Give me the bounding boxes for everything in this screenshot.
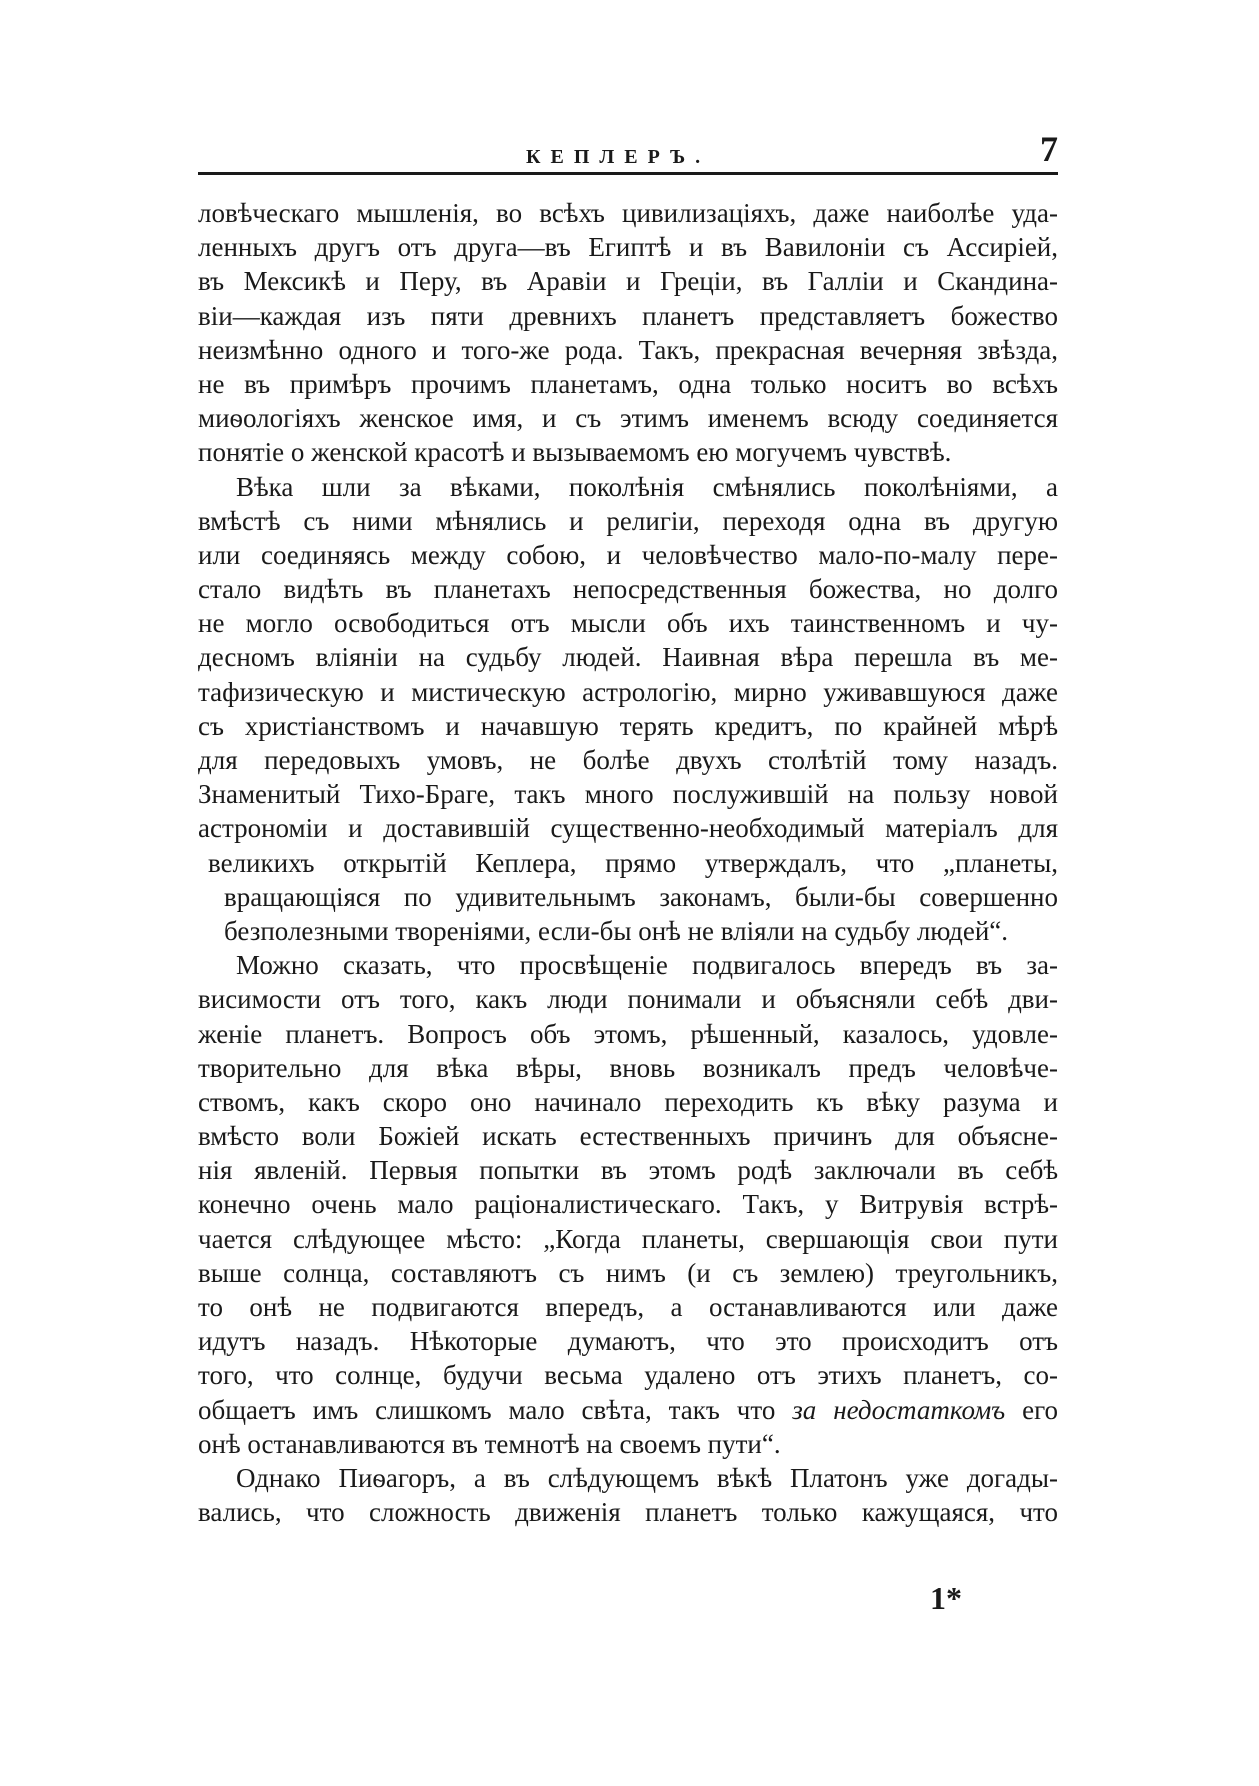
body-text xyxy=(198,196,1058,1529)
text-line: въ Мексикѣ и Перу, въ Аравіи и Греціи, въ Галліи и Скандина- xyxy=(198,266,1058,297)
text-line: творительно для вѣка вѣры, вновь возникалъ предъ человѣче- xyxy=(198,1052,1058,1083)
text-line: не могло освободиться отъ мысли объ ихъ таинственномъ и чу- xyxy=(198,608,1058,639)
text-line: астрономіи и доставившій существенно-необходимый матеріалъ для xyxy=(198,813,1058,844)
text-line: то онѣ не подвигаются впередъ, а останавливаются или даже xyxy=(198,1292,1058,1322)
text-line: того, что солнце, будучи весьма удалено отъ этихъ планетъ, со- xyxy=(198,1360,1058,1391)
signature-mark: 1* xyxy=(930,1580,962,1616)
text-line: вались, что сложность движенія планетъ только кажущаяся, что xyxy=(198,1497,1058,1528)
text-line: онѣ останавливаются въ темнотѣ на своемъ пути“. xyxy=(198,1428,781,1459)
text-line: великихъ открытій Кеплера, прямо утверждалъ, что „планеты, xyxy=(208,847,1058,878)
text-line: вмѣсто воли Божіей искать естественныхъ причинъ для объясне- xyxy=(198,1121,1058,1152)
text-line: десномъ вліяніи на судьбу людей. Наивная вѣра перешла въ ме- xyxy=(198,642,1058,673)
text-line: Знаменитый Тихо-Браге, такъ много послужившій на пользу новой xyxy=(198,779,1058,810)
text-line: вмѣстѣ съ ними мѣнялись и религіи, переходя одна въ другую xyxy=(198,505,1058,536)
paragraph-start-line: Вѣка шли за вѣками, поколѣнія смѣнялись поколѣніями, а xyxy=(236,471,1058,502)
paragraph-start-line: Однако Пиѳагоръ, а въ слѣдующемъ вѣкѣ Платонъ уже догады- xyxy=(236,1462,1058,1493)
text-line: тафизическую и мистическую астрологію, мирно уживавшуюся даже xyxy=(198,676,1058,707)
text-line: віи—каждая изъ пяти древнихъ планетъ представляетъ божество xyxy=(198,300,1058,331)
text-line: неизмѣнно одного и того-же рода. Такъ, прекрасная вечерняя звѣзда, xyxy=(198,334,1058,365)
text-line: для передовыхъ умовъ, не болѣе двухъ столѣтій тому назадъ. xyxy=(198,745,1058,775)
text-line: понятіе о женской красотѣ и вызываемомъ ею могучемъ чувствѣ. xyxy=(198,437,952,468)
running-title: КЕПЛЕРЪ. xyxy=(526,146,711,168)
text-segment: его xyxy=(1005,1394,1058,1425)
page-number: 7 xyxy=(1040,129,1058,169)
running-head xyxy=(198,128,1058,176)
text-line: или соединяясь между собою, и человѣчество мало-по-малу пере- xyxy=(198,539,1058,570)
text-line-with-italic xyxy=(198,1393,1058,1427)
text-line: чается слѣдующее мѣсто: „Когда планеты, свершающія свои пути xyxy=(198,1223,1058,1254)
text-line: выше солнца, составляютъ съ нимъ (и съ землею) треугольникъ, xyxy=(198,1257,1058,1288)
text-line: нія явленій. Первыя попытки въ этомъ родѣ заключали въ себѣ xyxy=(198,1155,1058,1186)
text-line: стало видѣть въ планетахъ непосредственныя божества, но долго xyxy=(198,574,1058,605)
text-line: безполезными твореніями, если-бы онѣ не вліяли на судьбу людей“. xyxy=(224,915,1009,946)
italic-phrase: за недостаткомъ xyxy=(792,1394,1006,1425)
text-line: идутъ назадъ. Нѣкоторые думаютъ, что это происходитъ отъ xyxy=(198,1326,1058,1357)
text-line: конечно очень мало раціоналистическаго. Такъ, у Витрувія встрѣ- xyxy=(198,1189,1058,1220)
text-line: не въ примѣръ прочимъ планетамъ, одна только носитъ во всѣхъ xyxy=(198,368,1058,399)
text-line: вращающіяся по удивительнымъ законамъ, были-бы совершенно xyxy=(224,881,1058,912)
text-line: женіе планетъ. Вопросъ объ этомъ, рѣшенный, казалось, удовле- xyxy=(198,1018,1058,1049)
text-line: ленныхъ другъ отъ друга—въ Египтѣ и въ Вавилоніи съ Ассиріей, xyxy=(198,232,1058,263)
text-line: висимости отъ того, какъ люди понимали и объясняли себѣ дви- xyxy=(198,984,1058,1015)
text-line: миѳологіяхъ женское имя, и съ этимъ именемъ всюду соединяется xyxy=(198,403,1058,434)
text-line: ловѣческаго мышленія, во всѣхъ цивилизаціяхъ, даже наиболѣе уда- xyxy=(198,198,1058,228)
header-rule xyxy=(198,172,1058,175)
text-segment: общаетъ имъ слишкомъ мало свѣта, такъ что xyxy=(198,1394,793,1425)
paragraph-start-line: Можно сказать, что просвѣщеніе подвигалось впередъ въ за- xyxy=(236,950,1058,981)
text-line: съ христіанствомъ и начавшую терять кредитъ, по крайней мѣрѣ xyxy=(198,710,1058,741)
text-line: ствомъ, какъ скоро оно начинало переходить къ вѣку разума и xyxy=(198,1086,1058,1117)
